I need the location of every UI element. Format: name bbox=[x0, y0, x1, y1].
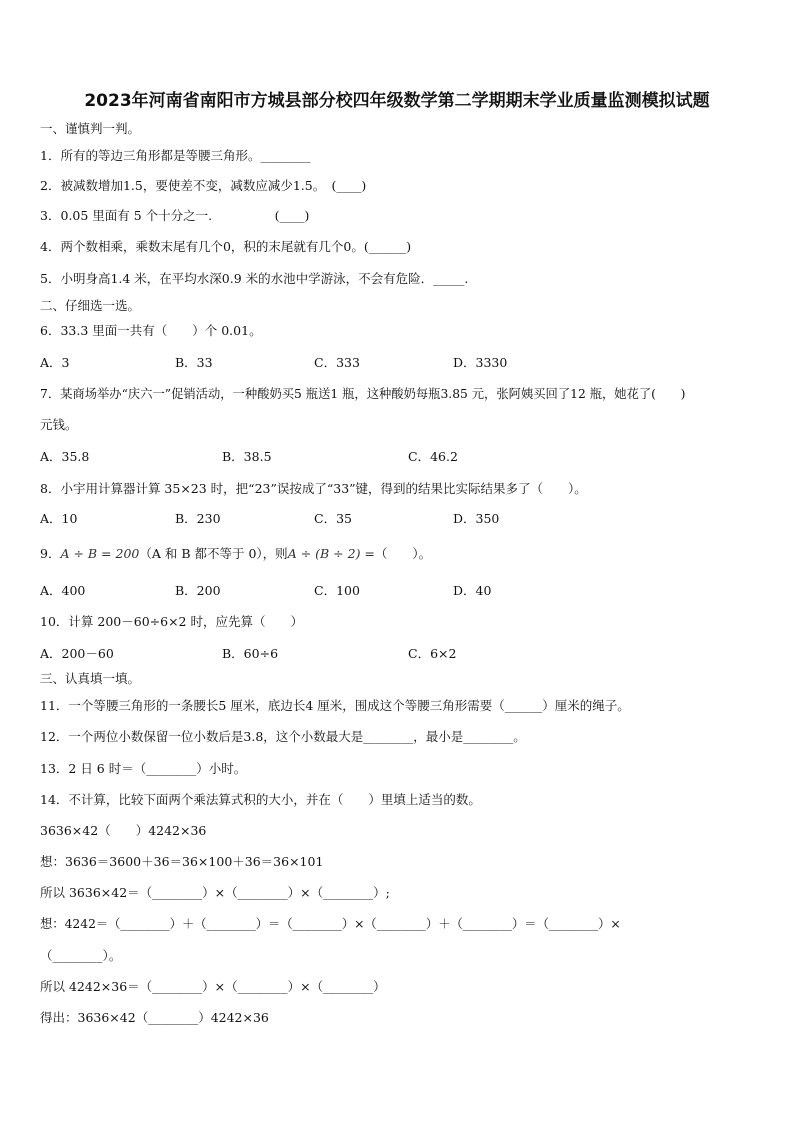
q14-comparison: 3636×42（ ）4242×36 bbox=[40, 823, 207, 838]
question-10: 10．计算 200－60÷6×2 时，应先算（ ） bbox=[40, 614, 303, 629]
question-6: 6．33.3 里面一共有（ ）个 0.01。 bbox=[40, 323, 262, 338]
section-3-heading: 三、认真填一填。 bbox=[40, 671, 141, 686]
q10-option-b: B．60÷6 bbox=[222, 646, 279, 661]
q9-condition: （A 和 B 都不等于 0），则 bbox=[139, 546, 288, 561]
q14-think-2-cont: （________）。 bbox=[40, 948, 122, 963]
q7-option-b: B．38.5 bbox=[222, 449, 272, 464]
q8-option-c: C．35 bbox=[314, 511, 352, 526]
q7-option-c: C．46.2 bbox=[408, 449, 458, 464]
question-12: 12．一个两位小数保留一位小数后是3.8，这个小数最大是________，最小是________。 bbox=[40, 729, 526, 744]
q14-result-1: 所以 3636×42＝（________）×（________）×（________）; bbox=[40, 885, 390, 900]
q8-option-a: A．10 bbox=[40, 511, 78, 526]
q9-option-d: D．40 bbox=[453, 583, 492, 598]
q9-option-c: C．100 bbox=[314, 583, 360, 598]
question-3: 3．0.05 里面有 5 个十分之一. (____) bbox=[40, 208, 310, 223]
question-8: 8．小宇用计算器计算 35×23 时，把“23”误按成了“33”键，得到的结果比实际结果多了（ ）。 bbox=[40, 481, 587, 496]
q9-number: 9． bbox=[40, 546, 61, 561]
q9-equation-2: A ÷ (B ÷ 2) = bbox=[287, 546, 375, 561]
q14-conclusion: 得出：3636×42（________）4242×36 bbox=[40, 1010, 269, 1025]
q9-equation-1: A ÷ B = 200 bbox=[60, 546, 140, 561]
page-title: 2023年河南省南阳市方城县部分校四年级数学第二学期期末学业质量监测模拟试题 bbox=[84, 91, 710, 111]
section-1-heading: 一、谨慎判一判。 bbox=[40, 121, 141, 136]
q14-think-2: 想：4242＝（________）＋（________）＝（________）×（________）＋（________）＝（________）× bbox=[40, 917, 621, 931]
q6-option-c: C．333 bbox=[314, 355, 360, 370]
question-2: 2．被减数增加1.5，要使差不变，减数应减少1.5。 (____) bbox=[40, 178, 367, 193]
question-11: 11．一个等腰三角形的一条腰长5 厘米，底边长4 厘米，围成这个等腰三角形需要（______）厘米的绳子。 bbox=[40, 698, 630, 713]
q10-option-a: A．200－60 bbox=[40, 646, 114, 661]
q6-option-b: B．33 bbox=[175, 355, 213, 370]
question-7-line-1: 7．某商场举办“庆六一”促销活动，一种酸奶买5 瓶送1 瓶，这种酸奶每瓶3.85 元，张阿姨买回了12 瓶，她花了( ) bbox=[40, 387, 686, 401]
q10-option-c: C．6×2 bbox=[408, 646, 457, 661]
question-14: 14．不计算，比较下面两个乘法算式积的大小，并在（ ）里填上适当的数。 bbox=[40, 792, 481, 807]
q6-option-d: D．3330 bbox=[453, 355, 508, 370]
q9-option-a: A．400 bbox=[40, 583, 86, 598]
question-1: 1．所有的等边三角形都是等腰三角形。________ bbox=[40, 148, 311, 163]
q9-option-b: B．200 bbox=[175, 583, 221, 598]
question-5: 5．小明身高1.4 米，在平均水深0.9 米的水池中学游泳，不会有危险．_____. bbox=[40, 271, 469, 286]
question-9 bbox=[40, 546, 431, 562]
q8-option-d: D．350 bbox=[453, 511, 500, 526]
section-2-heading: 二、仔细选一选。 bbox=[40, 298, 141, 313]
q9-blank: （ ）。 bbox=[374, 546, 432, 561]
q7-option-a: A．35.8 bbox=[40, 449, 90, 464]
question-7-line-2: 元钱。 bbox=[40, 417, 78, 432]
q8-option-b: B．230 bbox=[175, 511, 221, 526]
question-4: 4．两个数相乘，乘数末尾有几个0，积的末尾就有几个0。(______) bbox=[40, 239, 412, 254]
question-13: 13．2 日 6 时＝（________）小时。 bbox=[40, 761, 247, 776]
q14-result-2: 所以 4242×36＝（________）×（________）×（________） bbox=[40, 979, 386, 994]
q14-think-1: 想：3636＝3600＋36＝36×100＋36＝36×101 bbox=[40, 854, 324, 869]
q6-option-a: A．3 bbox=[40, 355, 70, 370]
